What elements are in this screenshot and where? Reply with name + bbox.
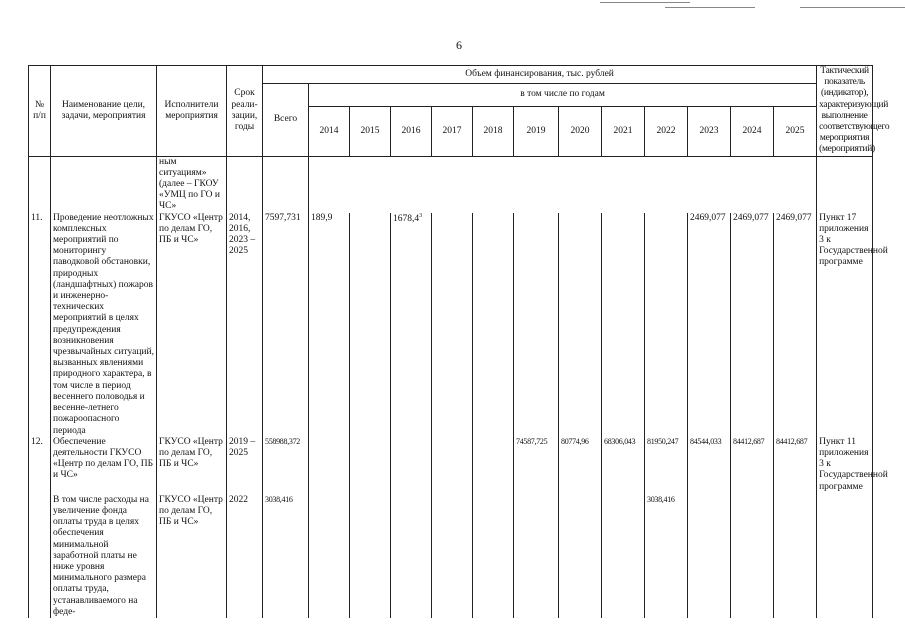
row-name: Проведение неотложных комплексных мероприятий по мониторингу паводковой обстановки, природных (ландшафтных) пожаров и инженерно-технических мероприятий в целях предупреждения возникновения чрезвычайных ситуаций, вызванных явлениями природного характера, в том числе в период весеннего половодья и весенне-летнего пожароопасного периода: [51, 213, 157, 437]
row-executor: ГКУСО «Центр по делам ГО, ПБ и ЧС»: [157, 495, 227, 618]
header-total: Всего: [263, 84, 309, 157]
row-executor: ГКУСО «Центр по делам ГО, ПБ и ЧС»: [157, 437, 227, 495]
row-value-2024: 84412,687: [731, 437, 774, 495]
row-indicator: [817, 495, 873, 618]
header-year-2019: 2019: [514, 106, 559, 156]
row-total: 558988,372: [263, 437, 309, 495]
financing-table: [28, 65, 890, 618]
row-value-2015: [350, 495, 391, 618]
row-value-2022: 3038,416: [645, 495, 688, 618]
top-rule-middle: [665, 7, 755, 8]
header-year-2024: 2024: [731, 106, 774, 156]
header-name: Наименование цели, задачи, мероприятия: [51, 66, 157, 157]
row-num: [29, 495, 51, 618]
row-value-2025: 2469,077: [774, 213, 817, 437]
row-value-2020: [559, 495, 602, 618]
row-term: [227, 156, 263, 213]
row-total: 7597,731: [263, 213, 309, 437]
row-term: 2014, 2016, 2023 – 2025: [227, 213, 263, 437]
table-row-11: [29, 213, 873, 437]
header-term: Срок реали-зации, годы: [227, 66, 263, 157]
row-value-2017: [432, 213, 473, 437]
row-num: 11.: [29, 213, 51, 437]
header-year-2016: 2016: [391, 106, 432, 156]
header-num: № п/п: [29, 66, 51, 157]
row-num: [29, 156, 51, 213]
header-year-2022: 2022: [645, 106, 688, 156]
header-year-2023: 2023: [688, 106, 731, 156]
top-rule-right: [800, 7, 905, 8]
top-rule-left: [600, 2, 690, 3]
row-name: В том числе расходы на увеличение фонда оплаты труда в целях обеспечения минимальной заработной платы не ниже уровня минимального размера оплаты труда, устанавливаемого на феде-: [51, 495, 157, 618]
row-value-2016: [391, 495, 432, 618]
row-value-2025: [774, 495, 817, 618]
row-value-2015: [350, 437, 391, 495]
row-value-2019: 74587,725: [514, 437, 559, 495]
row-value-2018: [473, 495, 514, 618]
row-value-2024: [731, 495, 774, 618]
header-year-2025: 2025: [774, 106, 817, 156]
row-value-2017: [432, 437, 473, 495]
row-years-empty: [309, 156, 817, 213]
row-name: Обеспечение деятельности ГКУСО «Центр по делам ГО, ПБ и ЧС»: [51, 437, 157, 495]
row-value-2021: 68306,043: [602, 437, 645, 495]
row-term: 2022: [227, 495, 263, 618]
row-num: 12.: [29, 437, 51, 495]
header-executor: Исполнители мероприятия: [157, 66, 227, 157]
header-by-years: в том числе по годам: [309, 84, 817, 107]
row-value-2015: [350, 213, 391, 437]
row-indicator: Пункт 17 приложения 3 к Государственной программе: [817, 213, 873, 437]
table-row-12-sub: [29, 495, 873, 618]
row-value-2019: [514, 495, 559, 618]
row-value-2018: [473, 213, 514, 437]
row-value-2018: [473, 437, 514, 495]
row-value-2021: [602, 495, 645, 618]
table-row-12: [29, 437, 873, 495]
header-year-2014: 2014: [309, 106, 350, 156]
row-value-2022: 81950,247: [645, 437, 688, 495]
row-term: 2019 – 2025: [227, 437, 263, 495]
value-2016: 1678,4: [393, 213, 420, 224]
footnote-marker: 3: [419, 212, 423, 219]
row-indicator: [817, 156, 873, 213]
row-executor: ным ситуациям» (далее – ГКОУ «УМЦ по ГО и ЧС»: [157, 156, 227, 213]
row-value-2014: 189,9: [309, 213, 350, 437]
row-value-2017: [432, 495, 473, 618]
row-value-2014: [309, 437, 350, 495]
row-value-2016: [391, 213, 432, 437]
row-value-2022: [645, 213, 688, 437]
row-value-2024: 2469,077: [731, 213, 774, 437]
page-number: 6: [456, 38, 462, 52]
row-total: 3038,416: [263, 495, 309, 618]
header-year-2017: 2017: [432, 106, 473, 156]
row-total: [263, 156, 309, 213]
header-financing: Объем финансирования, тыс. рублей: [263, 66, 817, 84]
table-row-continuation: [29, 156, 873, 213]
header-year-2021: 2021: [602, 106, 645, 156]
row-executor: ГКУСО «Центр по делам ГО, ПБ и ЧС»: [157, 213, 227, 437]
row-value-2020: [559, 213, 602, 437]
row-indicator: Пункт 11 приложения 3 к Государственной программе: [817, 437, 873, 495]
header-indicator: Тактический показатель (индикатор), характеризующий выполнение соответствующего мероприятия (мероприятий): [817, 66, 873, 157]
row-name: [51, 156, 157, 213]
header-year-2015: 2015: [350, 106, 391, 156]
row-value-2023: 84544,033: [688, 437, 731, 495]
row-value-2014: [309, 495, 350, 618]
row-value-2025: 84412,687: [774, 437, 817, 495]
row-value-2021: [602, 213, 645, 437]
header-year-2020: 2020: [559, 106, 602, 156]
row-value-2020: 80774,96: [559, 437, 602, 495]
row-value-2023: [688, 495, 731, 618]
header-year-2018: 2018: [473, 106, 514, 156]
row-value-2019: [514, 213, 559, 437]
row-value-2016: [391, 437, 432, 495]
row-value-2023: 2469,077: [688, 213, 731, 437]
